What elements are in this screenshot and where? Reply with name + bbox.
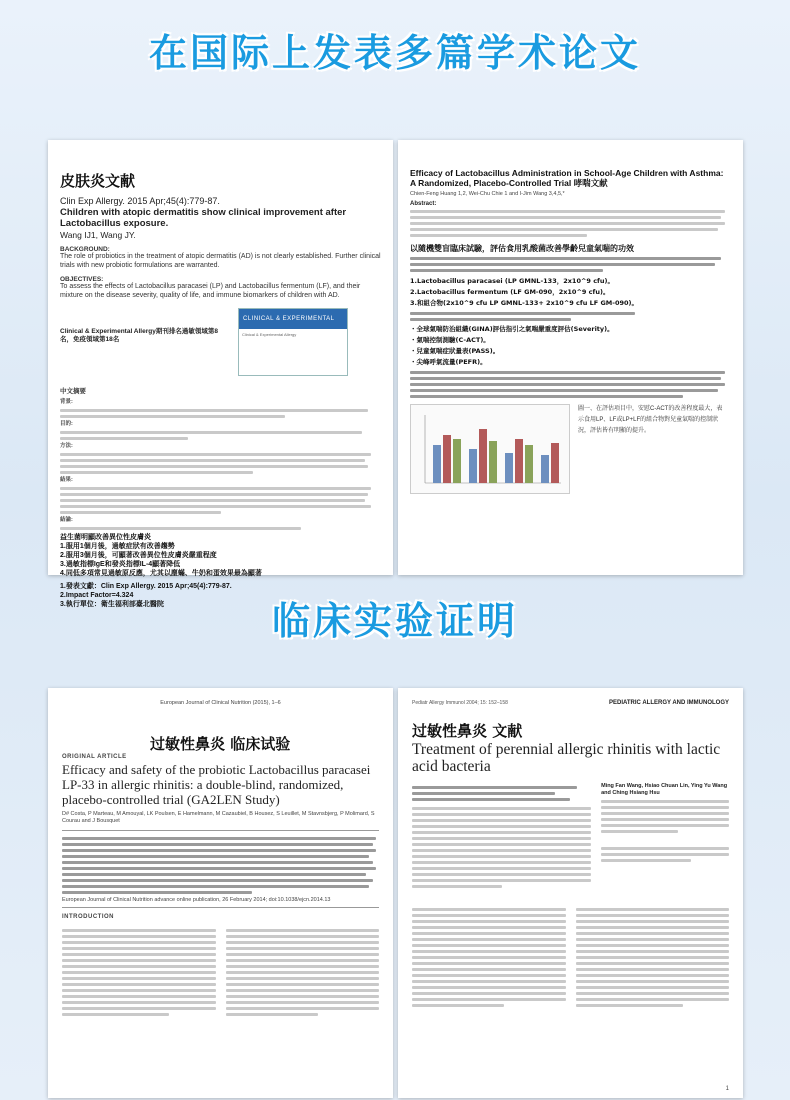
paper-asthma	[398, 140, 743, 575]
citation: Clin Exp Allergy. 2015 Apr;45(4):779-87.	[60, 196, 220, 206]
finding-4: 4.同低多項常見過敏原反應，尤其以塵蟎、牛奶和蛋效果最為顯著	[60, 570, 262, 577]
text-lines	[60, 453, 381, 474]
paper-perennial-rhinitis	[398, 688, 743, 1098]
journal-name: PEDIATRIC ALLERGY AND IMMUNOLOGY	[609, 700, 729, 706]
text-lines	[410, 210, 731, 237]
paper-title-en	[410, 168, 731, 189]
metric-item-4: ・尖峰呼氣流量(PEFR)。	[410, 358, 487, 366]
conclusion-heading: 益生菌明顯改善異位性皮膚炎	[60, 534, 151, 541]
journal-cover-image	[238, 308, 348, 376]
text-lines	[412, 807, 591, 888]
journal-line: European Journal of Clinical Nutrition (2015), 1–6	[160, 700, 281, 706]
text-lines	[60, 487, 381, 514]
abstract-heading: Abstract:	[410, 201, 437, 207]
abstract-box	[62, 830, 379, 908]
publication-footer: European Journal of Clinical Nutrition advance online publication, 26 February 2014; doi:10.1038/ejcn.2014.13	[62, 897, 331, 903]
figure-caption: 圖一、在評估項目中，安慰C-ACT的改善程度最大，表示食用LP、LF或LP+LF的組合物對兒童氣喘的控制狀況，評估皆有明顯的提升。	[578, 406, 723, 434]
strain-item-3: 3.和組合物(2x10^9 cfu LP GMNL-133+ 2x10^9 cfu LF GM-090)。	[410, 299, 639, 307]
metric-item-3: ・兒童氣喘症狀量表(PASS)。	[410, 347, 500, 355]
paper-title-cn-tag: 哮喘文献	[573, 179, 608, 189]
cover-subtitle: Clinical & Experimental Allergy	[242, 332, 297, 337]
reference-1: 1.發表文獻：Clin Exp Allergy. 2015 Apr;45(4):779-87.	[60, 583, 232, 590]
authors: Ming Fan Wang, Hsiao Chuan Lin, Ying Yu Wang and Ching Hsiang Hsu	[601, 783, 728, 796]
text-lines	[601, 847, 729, 862]
article-type-label: ORIGINAL ARTICLE	[62, 754, 127, 760]
authors: Wang IJ1, Wang JY.	[60, 230, 136, 240]
journal-citation: Pediatr Allergy Immunol 2004; 15: 152–158	[412, 700, 508, 706]
text-lines	[410, 312, 731, 321]
journal-info	[60, 308, 381, 376]
strain-item-1: 1.Lactobacillus paracasei (LP GMNL-133，2x10^9 cfu)。	[410, 277, 614, 285]
results-chart-graphic	[411, 405, 569, 493]
results-figure	[410, 404, 570, 494]
finding-3: 3.過敏指標IgE和發炎指標IL-4顯著降低	[60, 561, 181, 568]
finding-2: 2.服用3個月後，可顯著改善異位性皮膚炎嚴重程度	[60, 552, 217, 559]
strain-item-2: 2.Lactobacillus fermentum (LF GM-090，2x10^9 cfu)。	[410, 288, 610, 296]
study-heading-cn: 以隨機雙盲臨床試驗，評估食用乳酸菌改善學齡兒童氣喘的功效	[410, 244, 634, 253]
page-header	[412, 700, 729, 706]
paper-title-en: Efficacy and safety of the probiotic Lactobacillus paracasei LP-33 in allergic rhinitis: a double-blind, randomized, placebo-controlled trial (GA2LEN Study)	[62, 762, 371, 807]
text-lines	[410, 371, 731, 398]
paper-title-cn: 过敏性鼻炎 临床试验	[150, 735, 291, 753]
metric-item-2: ・氣喘控制測驗(C-ACT)。	[410, 336, 490, 344]
text-lines	[601, 800, 729, 833]
authors: D# Costa, P Marteau, M Amouyal, LK Poulsen, E Hamelmann, M Cazaubiel, B Housez, S Leuillet, M Stavnsbjerg, P Molimard, S Courau and J Bousquet	[62, 811, 375, 824]
paper-dermatitis	[48, 140, 393, 608]
reference-3: 3.執行單位：衛生福利部臺北醫院	[60, 601, 164, 608]
paper-title-en: Treatment of perennial allergic rhinitis with lactic acid bacteria	[412, 741, 721, 775]
summary-label-method: 方法:	[60, 443, 73, 449]
text-lines	[60, 409, 381, 418]
paper-title-cn: 过敏性鼻炎 文献	[412, 722, 523, 740]
cover-title: CLINICAL & EXPERIMENTAL ALLERGY	[239, 309, 347, 329]
summary-label-conclusion: 結論:	[60, 517, 73, 523]
section-introduction-heading: INTRODUCTION	[62, 914, 114, 920]
page-number: 1	[725, 1086, 729, 1092]
summary-label-results: 結果:	[60, 477, 73, 483]
banner-top-heading: 在国际上发表多篇学术论文	[148, 31, 641, 75]
paper-title-en-text: Efficacy of Lactobacillus Administration in School-Age Children with Asthma: A Randomized, Placebo-Controlled Trial	[410, 168, 724, 188]
journal-note: Clinical & Experimental Allergy期刊排名過敏領域第8名，免疫領域第18名	[60, 328, 218, 343]
text-lines	[410, 257, 731, 272]
authors: Chien-Feng Huang 1,2, Wei-Chu Chie 1 and I-Jim Wang 3,4,5,*	[410, 191, 565, 197]
text-lines	[60, 527, 381, 530]
banner-middle-heading: 临床实验证明	[271, 599, 518, 643]
objectives-text: To assess the effects of Lactobacillus paracasei (LP) and Lactobacillus fermentum (LF), and their mixture on the disease severity, quality of life, and immune biomarkers of children with AD.	[60, 283, 361, 299]
reference-2: 2.Impact Factor=4.324	[60, 592, 134, 599]
objectives-heading: OBJECTIVES:	[60, 276, 104, 283]
paper-title-en: Children with atopic dermatitis show clinical improvement after Lactobacillus exposure.	[60, 207, 347, 229]
body-columns	[62, 926, 379, 1019]
summary-label-purpose: 目的:	[60, 421, 73, 427]
paper-ga2len	[48, 688, 393, 1098]
metric-item-1: ・全球氣喘防治組織(GINA)評估指引之氣喘嚴重度評估(Severity)。	[410, 325, 614, 333]
background-heading: BACKGROUND:	[60, 246, 110, 253]
text-lines	[412, 786, 591, 801]
summary-label-background: 背景:	[60, 399, 73, 405]
finding-1: 1.服用1個月後，過敏症狀有改善趨勢	[60, 543, 175, 550]
background-text: The role of probiotics in the treatment of atopic dermatitis (AD) is not clearly established. Further clinical trials with new probiotic formulations are warranted.	[60, 253, 381, 269]
text-lines	[60, 431, 381, 440]
body-columns	[412, 905, 729, 1010]
paper-title-cn: 皮肤炎文献	[60, 172, 136, 190]
summary-heading: 中文摘要	[60, 388, 86, 395]
